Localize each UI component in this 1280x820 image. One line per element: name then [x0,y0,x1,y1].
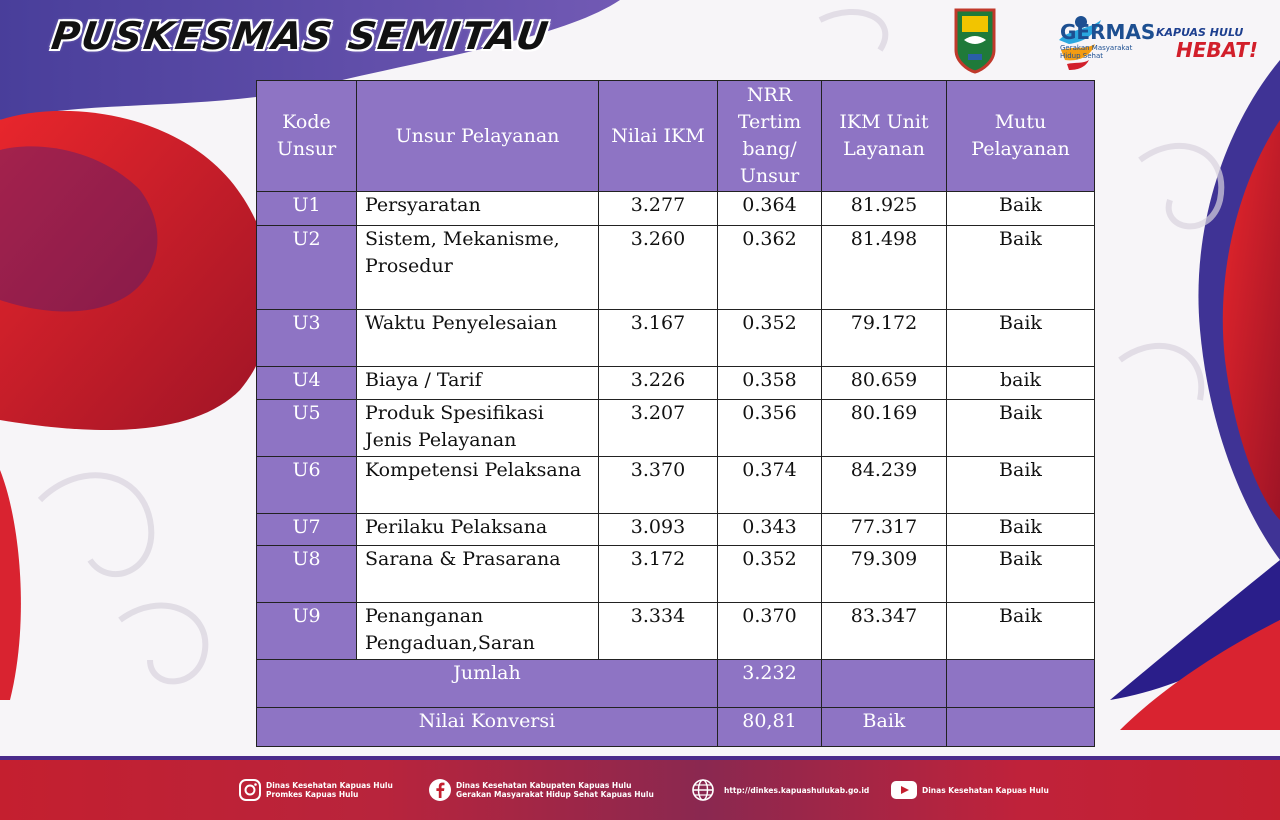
row-code: U2 [257,226,357,310]
row-mutu: Baik [947,603,1095,660]
row-mutu: Baik [947,226,1095,310]
table-row [257,226,1095,310]
row-mutu: baik [947,367,1095,400]
row-ikm: 79.172 [822,310,947,367]
row-mutu: Baik [947,310,1095,367]
konversi-mutu: Baik [822,708,947,747]
konversi-empty-cell [947,708,1095,747]
row-mutu: Baik [947,514,1095,546]
row-nilai: 3.277 [599,192,718,226]
jumlah-ikm-cell [822,660,947,708]
row-mutu: Baik [947,192,1095,226]
logo-group [950,4,1258,78]
row-name: Sarana & Prasarana [357,546,599,603]
row-code: U4 [257,367,357,400]
row-nrr: 0.358 [718,367,822,400]
row-nilai: 3.370 [599,457,718,514]
row-nilai: 3.093 [599,514,718,546]
header-nilai-ikm: Nilai IKM [599,81,718,192]
row-nilai: 3.226 [599,367,718,400]
row-ikm: 83.347 [822,603,947,660]
row-nilai: 3.172 [599,546,718,603]
row-code: U9 [257,603,357,660]
row-code: U8 [257,546,357,603]
row-name: Penanganan Pengaduan,Saran [357,603,599,660]
row-mutu: Baik [947,546,1095,603]
footer-strip [0,756,1280,760]
footer-facebook-text: Dinas Kesehatan Kabupaten Kapuas Hulu Gerakan Masyarakat Hidup Sehat Kapuas Hulu [456,781,654,799]
row-ikm: 81.925 [822,192,947,226]
jumlah-label: Jumlah [257,660,718,708]
germas-wordmark: GERMAS [1060,20,1156,44]
row-code: U7 [257,514,357,546]
header-kode-unsur: Kode Unsur [257,81,357,192]
row-ikm: 81.498 [822,226,947,310]
row-nrr: 0.370 [718,603,822,660]
row-nrr: 0.356 [718,400,822,457]
row-mutu: Baik [947,400,1095,457]
row-ikm: 77.317 [822,514,947,546]
row-code: U1 [257,192,357,226]
footer-bar [0,760,1280,820]
table-row [257,192,1095,226]
table-row [257,603,1095,660]
row-nilai: 3.207 [599,400,718,457]
row-ikm: 79.309 [822,546,947,603]
table-row [257,546,1095,603]
table-row [257,367,1095,400]
row-name: Produk Spesifikasi Jenis Pelayanan [357,400,599,457]
row-nrr: 0.352 [718,546,822,603]
header-unsur-pelayanan: Unsur Pelayanan [357,81,599,192]
row-ikm: 80.659 [822,367,947,400]
table-row [257,514,1095,546]
footer-instagram[interactable] [238,778,393,802]
row-name: Waktu Penyelesaian [357,310,599,367]
youtube-icon [890,778,918,802]
row-mutu: Baik [947,457,1095,514]
footer-website[interactable] [686,778,869,802]
row-code: U3 [257,310,357,367]
row-nrr: 0.352 [718,310,822,367]
row-nrr: 0.362 [718,226,822,310]
konversi-row [257,708,1095,747]
globe-icon [686,778,720,802]
germas-tagline: Gerakan Masyarakat Hidup Sehat [1060,44,1133,60]
table-row [257,457,1095,514]
row-name: Persyaratan [357,192,599,226]
row-name: Perilaku Pelaksana [357,514,599,546]
row-nrr: 0.364 [718,192,822,226]
ikm-table [256,80,1095,747]
footer-instagram-text: Dinas Kesehatan Kapuas Hulu Promkes Kapuas Hulu [266,781,393,799]
row-nilai: 3.167 [599,310,718,367]
row-nrr: 0.374 [718,457,822,514]
table-row [257,400,1095,457]
table-header-row [257,81,1095,192]
facebook-icon [428,778,452,802]
jumlah-value: 3.232 [718,660,822,708]
hebat-label: HEBAT! [1176,38,1258,62]
row-code: U6 [257,457,357,514]
header-mutu: Mutu Pelayanan [947,81,1095,192]
header-ikm-unit: IKM Unit Layanan [822,81,947,192]
page-title: PUSKESMAS SEMITAU [48,14,553,58]
row-ikm: 80.169 [822,400,947,457]
table-row [257,310,1095,367]
kapuas-hulu-label: KAPUAS HULU [1156,26,1244,39]
jumlah-mutu-cell [947,660,1095,708]
row-nilai: 3.260 [599,226,718,310]
jumlah-row [257,660,1095,708]
row-ikm: 84.239 [822,457,947,514]
row-nrr: 0.343 [718,514,822,546]
row-code: U5 [257,400,357,457]
row-name: Biaya / Tarif [357,367,599,400]
footer-youtube-text: Dinas Kesehatan Kapuas Hulu [922,785,1049,795]
row-nilai: 3.334 [599,603,718,660]
header-nrr: NRR Tertim bang/ Unsur [718,81,822,192]
footer-facebook[interactable] [428,778,654,802]
footer-website-text: http://dinkes.kapuashulukab.go.id [724,785,870,795]
row-name: Kompetensi Pelaksana [357,457,599,514]
konversi-value: 80,81 [718,708,822,747]
instagram-icon [238,778,262,802]
konversi-label: Nilai Konversi [257,708,718,747]
row-name: Sistem, Mekanisme, Prosedur [357,226,599,310]
kapuas-hulu-emblem-icon [952,6,998,74]
footer-youtube[interactable] [890,778,1049,802]
